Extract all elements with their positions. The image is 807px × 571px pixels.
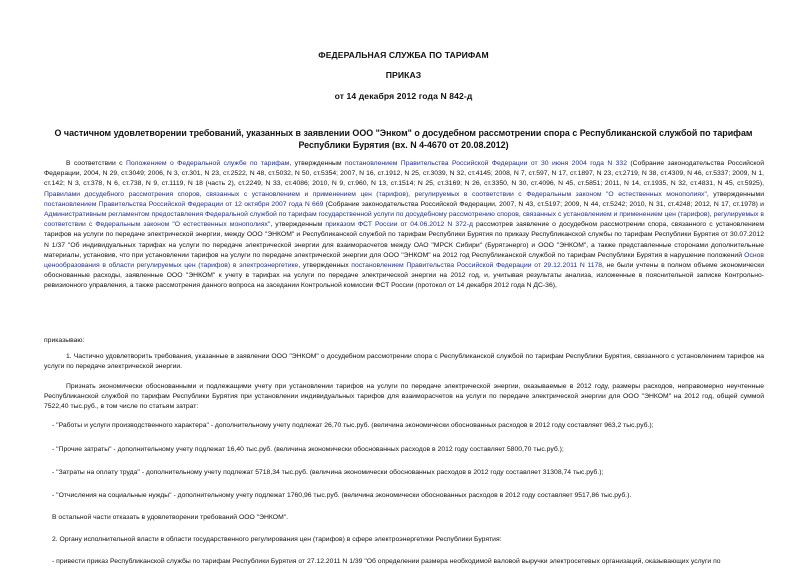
item-1: 1. Частично удовлетворить требования, указанные в заявлении ООО "ЭНКОМ" о досудебном рассмотрении спора с Республиканской службой по тарифам Республики Бурятия, связанного с установлением тарифов на услуги по передаче электрической энергии. — [44, 353, 764, 371]
cost-item: - "Отчисления на социальные нужды" - дополнительному учету подлежат 1760,96 тыс.руб. (величина экономически обоснованных расходов в 2012 году составляет 9517,86 тыс.руб.). — [52, 492, 632, 499]
legal-reference-link[interactable]: приказом ФСТ России от 04.06.2012 N 372-д — [325, 221, 473, 229]
legal-reference-link[interactable]: Положением о Федеральной службе по тарифам — [126, 160, 290, 167]
preamble-text: (Собрание законодательства Российской Федерации, 2007, N 43, ст.5197; 2009, N 44, ст.5242; 2010, N 31, ст.4248; 2012, N 17, ст.1978) и — [323, 200, 764, 208]
legal-reference-link[interactable]: постановлением Правительства Российской Федерации от 30 июня 2004 года N 332 — [344, 160, 627, 167]
cost-item: - "Работы и услуги производственного характера" - дополнительному учету подлежат 26,70 тыс.руб. (величина экономически обоснованных расходов в 2012 году составляет 963,2 тыс.руб.); — [52, 422, 654, 429]
legal-reference-link[interactable]: Основ ценообразования в области регулируемых цен (тарифов) в электроэнергетике — [44, 251, 764, 270]
legal-reference-link[interactable]: постановлением Правительства Российской Федерации от 29.12.2011 N 1178 — [351, 262, 603, 270]
preamble-text: , утвержденным — [289, 160, 345, 167]
preamble-paragraph — [44, 159, 764, 292]
cost-item: - "Затраты на оплату труда" - дополнительному учету подлежат 5718,34 тыс.руб. (величина экономически обоснованных расходов в 2012 году составляет 31308,74 тыс.руб.); — [52, 469, 604, 476]
document-subject: О частичном удовлетворении требований, указанных в заявлении ООО "Энком" о досудебном рассмотрении спора с Республиканской службой по тарифам Республики Бурятия (вх. N 4-4670 от 20.08.2012) — [54, 128, 753, 150]
recognize-paragraph: Признать экономически обоснованными и подлежащими учету при установлении тарифов на услуги по передаче электрической энергии, оказываемые в 2012 году, размеры расходов, неправомерно неучтенные Республиканской службой по тарифам Республики Бурятия при установлении индивидуальных тарифов для взаиморасчетов на услуги по передаче электрической энергии для ООО "ЭНКОМ" на 2012 год, общей суммой 7522,40 тыс.руб., в том числе по статьям затрат: — [44, 383, 764, 411]
cost-item: - "Прочие затраты" - дополнительному учету подлежат 16,40 тыс.руб. (величина экономически обоснованных расходов в 2012 году составляет 5800,70 тыс.руб.); — [52, 446, 564, 453]
preamble-text: , утвержденными — [706, 190, 764, 198]
preamble-text: , утвержденным — [270, 221, 326, 229]
item-2a: - привести приказ Республиканской службы по тарифам Республики Бурятия от 27.12.2011 N 1/39 "Об определении размера необходимой валовой выручки электросетевых организаций, оказывающих услуги по — [52, 558, 721, 565]
legal-reference-link[interactable]: Административным регламентом предоставления Федеральной службой по тарифам государственной услуги по досудебному рассмотрению споров, связанных с установлением и применением цен (тарифов), регулируемых в соответствии с Федеральным законом "О естественных монополиях" — [44, 211, 764, 229]
agency-heading: ФЕДЕРАЛЬНАЯ СЛУЖБА ПО ТАРИФАМ — [318, 50, 489, 60]
preamble-text: рассмотрев заявление о досудебном рассмотрении спора, связанного с установлением тарифов на услуги по передаче электрической энергии, между ООО "ЭНКОМ" и Республиканской службой по тарифам Республики Бурятия по приказу Республиканской службы по тарифам Республики Бурятия от 30.07.2012 N 1/37 "Об индивидуальных тарифах на услуги по передаче электрической энергии для взаиморасчетов между ОАО "МРСК Сибири" (Бурятэнерго) и ООО "ЭНКОМ", а также представленные сторонами дополнительные материалы, установив, что при установлении тарифов на услуги по передаче электрической энергии для ООО "ЭНКОМ" на 2012 год Республиканской службой по тарифам Республики Бурятия в нарушение положений — [44, 221, 764, 259]
refusal-line: В остальной части отказать в удовлетворении требований ООО "ЭНКОМ". — [52, 514, 289, 521]
item-2: 2. Органу исполнительной власти в области государственного регулирования цен (тарифов) в сфере электроэнергетики Республики Бурятия: — [52, 536, 502, 543]
preamble-text: , утвержденных — [298, 262, 352, 270]
preamble-text: В соответствии с — [66, 160, 126, 167]
legal-reference-link[interactable]: Правилами досудебного рассмотрения споров, связанных с установлением и применением цен (тарифов), регулируемых в соответствии с Федеральным законом "О естественных монополиях" — [44, 190, 707, 198]
orders-line: приказываю: — [44, 337, 85, 344]
preamble-text: (Собрание законодательства Российской Федерации, 2004, N 29, ст.3049; 2006, N 3, ст.301, N 23, ст.2522, N 48, ст.5032, N 50, ст.5354; 2007, N 16, ст.1912, N 25, ст.3039, N 32, ст.4145; 2008, N 7, ст.597, N 17, ст.1897, N 23, ст.2719, N 38, ст.4309, N 46, ст.5337; 2009, N 1, ст.142; N 3, ст.378, N 6, ст.738, N 9, ст.1119, N 18 (часть 2), ст.2249, N 33, ст.4086; 2010, N 9, ст.960, N 13, ст.1514; N 25, ст.3169; N 26, ст.3350, N 30, ст.4096, N 45, ст.5851; 2011, N 14, ст.1935, N 32, ст.4831, N 45, ст.5925), — [44, 160, 765, 188]
document-type: ПРИКАЗ — [385, 70, 422, 80]
document-date-number: от 14 декабря 2012 года N 842-д — [334, 91, 473, 101]
preamble-text: , не были учтены в полном объеме экономически обоснованные расходы, заявленные ООО "ЭНКОМ" к учету в тарифах на услуги по передаче электрической энергии на 2012 год, и, учитывая результаты анализа, изложенные в пояснительной записке Контрольно-ревизионного управления, а также рассмотрения данного вопроса на заседании Контрольной комиссии ФСТ России (протокол от 14 декабря 2012 года N ДС-36), — [44, 262, 764, 290]
legal-reference-link[interactable]: постановлением Правительства Российской Федерации от 12 октября 2007 года N 669 — [44, 200, 324, 208]
